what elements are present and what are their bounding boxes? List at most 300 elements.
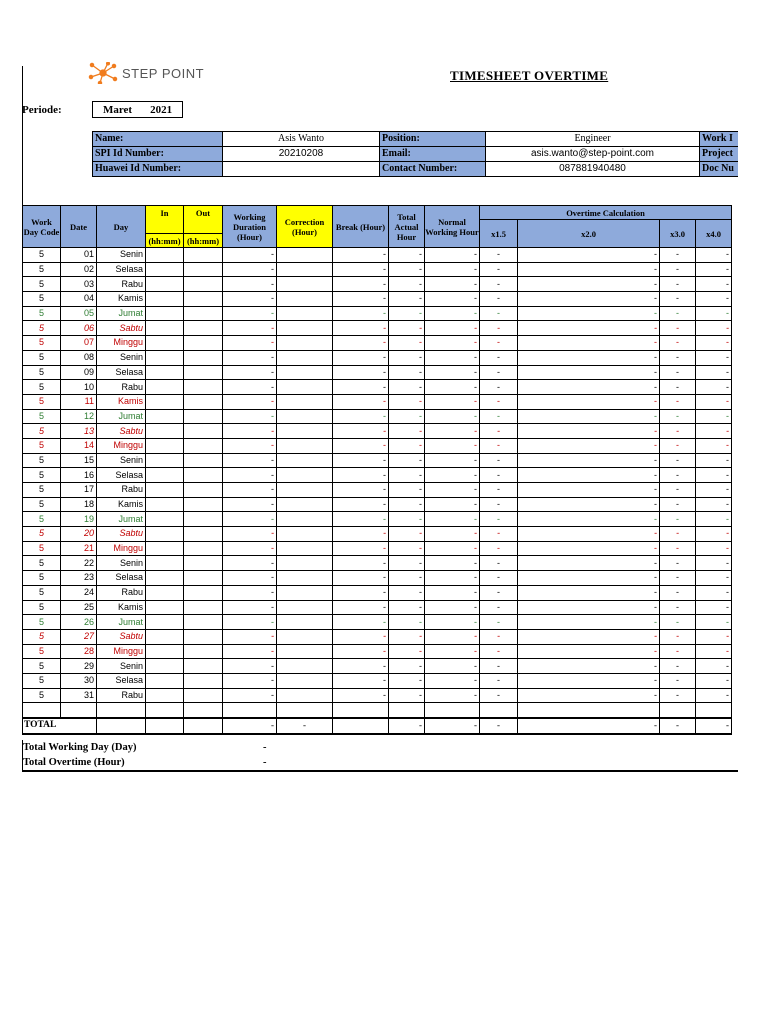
table-row — [23, 380, 732, 395]
total-x3-0: - — [660, 718, 696, 734]
cell-working-duration: - — [223, 350, 277, 365]
cell-x1-5: - — [480, 673, 518, 688]
cell-break[interactable]: - — [333, 277, 389, 292]
cell-x3-0: - — [660, 394, 696, 409]
cell-correction[interactable] — [277, 571, 333, 586]
cell-date: 24 — [61, 585, 97, 600]
cell-x2-0: - — [518, 380, 660, 395]
cell-out[interactable] — [184, 424, 223, 439]
cell-day: Minggu — [97, 644, 146, 659]
cell-x4-0: - — [696, 262, 732, 277]
cell-work-day-code: 5 — [23, 571, 61, 586]
cell-x2-0: - — [518, 321, 660, 336]
cell-out[interactable] — [184, 453, 223, 468]
cell-break[interactable]: - — [333, 615, 389, 630]
cell-break[interactable]: - — [333, 394, 389, 409]
cell-in[interactable] — [146, 585, 184, 600]
cell-out[interactable] — [184, 321, 223, 336]
cell-break[interactable]: - — [333, 306, 389, 321]
cell-working-duration: - — [223, 292, 277, 307]
cell-working-duration: - — [223, 409, 277, 424]
cell-in[interactable] — [146, 644, 184, 659]
cell-normal-working: - — [425, 571, 480, 586]
cell-out[interactable] — [184, 556, 223, 571]
cell-out[interactable] — [184, 262, 223, 277]
cell-in[interactable] — [146, 262, 184, 277]
cell-normal-working: - — [425, 394, 480, 409]
header-working-duration: Working Duration (Hour) — [223, 206, 277, 248]
table-row — [23, 277, 732, 292]
cell-in[interactable] — [146, 659, 184, 674]
cell-out[interactable] — [184, 394, 223, 409]
table-row — [23, 292, 732, 307]
cell-correction[interactable] — [277, 556, 333, 571]
cell-work-day-code: 5 — [23, 497, 61, 512]
cell-out[interactable] — [184, 336, 223, 351]
cell-correction[interactable] — [277, 306, 333, 321]
cell-x1-5: - — [480, 556, 518, 571]
cell-x1-5: - — [480, 644, 518, 659]
cell-date: 13 — [61, 424, 97, 439]
cell-in[interactable] — [146, 688, 184, 703]
cell-day: Senin — [97, 248, 146, 263]
cell-x1-5: - — [480, 380, 518, 395]
cell-work-day-code: 5 — [23, 673, 61, 688]
cell-x3-0: - — [660, 659, 696, 674]
cell-x2-0: - — [518, 615, 660, 630]
cell-normal-working: - — [425, 380, 480, 395]
total-normal: - — [425, 718, 480, 734]
cell-x4-0: - — [696, 585, 732, 600]
cell-day: Jumat — [97, 615, 146, 630]
cell-total-actual: - — [389, 468, 425, 483]
cell-x3-0: - — [660, 292, 696, 307]
cell-x4-0: - — [696, 556, 732, 571]
position-field[interactable]: Engineer — [486, 132, 700, 147]
cell-break[interactable]: - — [333, 365, 389, 380]
cell-break[interactable]: - — [333, 424, 389, 439]
cell-in[interactable] — [146, 438, 184, 453]
cell-break[interactable]: - — [333, 380, 389, 395]
cell-break[interactable]: - — [333, 688, 389, 703]
cell-x1-5: - — [480, 585, 518, 600]
periode-field[interactable] — [92, 101, 183, 118]
cell-day: Sabtu — [97, 527, 146, 542]
cell-working-duration: - — [223, 483, 277, 498]
cell-x2-0: - — [518, 600, 660, 615]
cell-total-actual: - — [389, 409, 425, 424]
cell-break[interactable]: - — [333, 644, 389, 659]
cell-correction[interactable] — [277, 527, 333, 542]
table-row — [23, 556, 732, 571]
cell-day: Sabtu — [97, 321, 146, 336]
cell-in[interactable] — [146, 350, 184, 365]
cell-x1-5: - — [480, 248, 518, 263]
cell-break[interactable]: - — [333, 571, 389, 586]
cell-working-duration: - — [223, 527, 277, 542]
cell-out[interactable] — [184, 571, 223, 586]
cell-in[interactable] — [146, 409, 184, 424]
cell-out[interactable] — [184, 380, 223, 395]
cell-in[interactable] — [146, 453, 184, 468]
cell-in[interactable] — [146, 468, 184, 483]
cell-total-actual: - — [389, 292, 425, 307]
cell-working-duration: - — [223, 248, 277, 263]
cell-total-actual: - — [389, 659, 425, 674]
table-row — [23, 644, 732, 659]
cell-correction[interactable] — [277, 277, 333, 292]
header-break: Break (Hour) — [333, 206, 389, 248]
cell-x1-5: - — [480, 468, 518, 483]
cell-date: 07 — [61, 336, 97, 351]
cell-out[interactable] — [184, 292, 223, 307]
cell-x3-0: - — [660, 262, 696, 277]
cell-work-day-code: 5 — [23, 438, 61, 453]
cell-x4-0: - — [696, 394, 732, 409]
cell-out[interactable] — [184, 468, 223, 483]
cell-out[interactable] — [184, 585, 223, 600]
cell-break[interactable]: - — [333, 659, 389, 674]
cell-in[interactable] — [146, 673, 184, 688]
cell-correction[interactable] — [277, 688, 333, 703]
cell-day: Selasa — [97, 468, 146, 483]
cell-date: 14 — [61, 438, 97, 453]
cell-x4-0: - — [696, 306, 732, 321]
cell-out[interactable] — [184, 688, 223, 703]
cell-break[interactable]: - — [333, 248, 389, 263]
email-label: Email: — [380, 147, 486, 162]
cell-in[interactable] — [146, 600, 184, 615]
cell-working-duration: - — [223, 541, 277, 556]
cell-in[interactable] — [146, 615, 184, 630]
total-x4-0: - — [696, 718, 732, 734]
cell-x3-0: - — [660, 541, 696, 556]
cell-correction[interactable] — [277, 483, 333, 498]
header-day: Day — [97, 206, 146, 248]
cell-working-duration: - — [223, 336, 277, 351]
cell-x3-0: - — [660, 365, 696, 380]
cell-working-duration: - — [223, 306, 277, 321]
cell-correction[interactable] — [277, 321, 333, 336]
total-x2-0: - — [518, 718, 660, 734]
cell-correction[interactable] — [277, 512, 333, 527]
cell-out[interactable] — [184, 306, 223, 321]
cell-break[interactable]: - — [333, 541, 389, 556]
name-field[interactable]: Asis Wanto — [223, 132, 380, 147]
cell-x3-0: - — [660, 527, 696, 542]
email-field[interactable]: asis.wanto@step-point.com — [486, 147, 700, 162]
cell-x2-0: - — [518, 336, 660, 351]
table-row — [23, 248, 732, 263]
cell-date: 30 — [61, 673, 97, 688]
cell-in[interactable] — [146, 380, 184, 395]
table-row — [23, 262, 732, 277]
cell-x4-0: - — [696, 424, 732, 439]
cell-correction[interactable] — [277, 644, 333, 659]
cell-x2-0: - — [518, 497, 660, 512]
cell-work-day-code: 5 — [23, 629, 61, 644]
cell-total-actual: - — [389, 394, 425, 409]
cell-x2-0: - — [518, 365, 660, 380]
cell-correction[interactable] — [277, 248, 333, 263]
cell-out[interactable] — [184, 277, 223, 292]
cell-correction[interactable] — [277, 336, 333, 351]
cell-correction[interactable] — [277, 380, 333, 395]
cell-out[interactable] — [184, 512, 223, 527]
cell-correction[interactable] — [277, 262, 333, 277]
cell-break[interactable]: - — [333, 438, 389, 453]
cell-x3-0: - — [660, 468, 696, 483]
cell-x3-0: - — [660, 350, 696, 365]
cell-in[interactable] — [146, 527, 184, 542]
table-row — [23, 527, 732, 542]
header-correction: Correction (Hour) — [277, 206, 333, 248]
cell-correction[interactable] — [277, 585, 333, 600]
cell-x2-0: - — [518, 409, 660, 424]
cell-break[interactable]: - — [333, 673, 389, 688]
cell-date: 09 — [61, 365, 97, 380]
cell-x1-5: - — [480, 336, 518, 351]
cell-total-actual: - — [389, 424, 425, 439]
cell-x2-0: - — [518, 512, 660, 527]
cell-work-day-code: 5 — [23, 615, 61, 630]
cell-correction[interactable] — [277, 453, 333, 468]
cell-break[interactable]: - — [333, 292, 389, 307]
cell-in[interactable] — [146, 336, 184, 351]
cell-x1-5: - — [480, 409, 518, 424]
cell-correction[interactable] — [277, 541, 333, 556]
cell-correction[interactable] — [277, 409, 333, 424]
cell-total-actual: - — [389, 248, 425, 263]
cell-date: 17 — [61, 483, 97, 498]
cell-x3-0: - — [660, 673, 696, 688]
cell-day: Jumat — [97, 512, 146, 527]
cell-correction[interactable] — [277, 629, 333, 644]
cell-in[interactable] — [146, 321, 184, 336]
table-row — [23, 512, 732, 527]
cell-x3-0: - — [660, 321, 696, 336]
cell-total-actual: - — [389, 438, 425, 453]
cell-x1-5: - — [480, 292, 518, 307]
cell-x4-0: - — [696, 438, 732, 453]
cell-x2-0: - — [518, 453, 660, 468]
table-row — [23, 483, 732, 498]
cell-total-actual: - — [389, 336, 425, 351]
cell-break[interactable]: - — [333, 483, 389, 498]
cell-correction[interactable] — [277, 292, 333, 307]
table-row — [23, 571, 732, 586]
cell-working-duration: - — [223, 262, 277, 277]
cell-x3-0: - — [660, 483, 696, 498]
cell-in[interactable] — [146, 556, 184, 571]
table-row — [23, 350, 732, 365]
cell-x2-0: - — [518, 306, 660, 321]
cell-out[interactable] — [184, 365, 223, 380]
cell-normal-working: - — [425, 468, 480, 483]
cell-total-actual: - — [389, 541, 425, 556]
cell-out[interactable] — [184, 350, 223, 365]
cell-x2-0: - — [518, 277, 660, 292]
cell-out[interactable] — [184, 248, 223, 263]
cell-correction[interactable] — [277, 468, 333, 483]
header-x1-5: x1.5 — [480, 220, 518, 248]
cell-total-actual: - — [389, 306, 425, 321]
cell-correction[interactable] — [277, 350, 333, 365]
cell-x2-0: - — [518, 527, 660, 542]
cell-total-actual: - — [389, 629, 425, 644]
cell-day: Senin — [97, 350, 146, 365]
cell-work-day-code: 5 — [23, 365, 61, 380]
cell-out[interactable] — [184, 483, 223, 498]
cell-break[interactable]: - — [333, 629, 389, 644]
cell-break[interactable]: - — [333, 409, 389, 424]
cell-in[interactable] — [146, 277, 184, 292]
cell-break[interactable]: - — [333, 512, 389, 527]
cell-correction[interactable] — [277, 438, 333, 453]
spi-id-field[interactable]: 20210208 — [223, 147, 380, 162]
cell-x1-5: - — [480, 512, 518, 527]
cell-normal-working: - — [425, 365, 480, 380]
cell-in[interactable] — [146, 512, 184, 527]
cell-correction[interactable] — [277, 673, 333, 688]
cell-x1-5: - — [480, 571, 518, 586]
cell-break[interactable]: - — [333, 600, 389, 615]
cell-break[interactable]: - — [333, 262, 389, 277]
cell-x4-0: - — [696, 336, 732, 351]
cell-out[interactable] — [184, 409, 223, 424]
cell-out[interactable] — [184, 673, 223, 688]
cell-x1-5: - — [480, 600, 518, 615]
cell-out[interactable] — [184, 541, 223, 556]
cell-date: 16 — [61, 468, 97, 483]
cell-date: 11 — [61, 394, 97, 409]
cell-x2-0: - — [518, 468, 660, 483]
cell-in[interactable] — [146, 248, 184, 263]
cell-x2-0: - — [518, 438, 660, 453]
header-out-unit: (hh:mm) — [184, 234, 223, 248]
cell-break[interactable]: - — [333, 336, 389, 351]
cell-working-duration: - — [223, 585, 277, 600]
cell-normal-working: - — [425, 292, 480, 307]
cell-break[interactable]: - — [333, 468, 389, 483]
cell-total-actual: - — [389, 497, 425, 512]
cell-date: 15 — [61, 453, 97, 468]
cell-out[interactable] — [184, 615, 223, 630]
header-overtime-calculation: Overtime Calculation — [480, 206, 732, 220]
cell-total-actual: - — [389, 453, 425, 468]
cell-out[interactable] — [184, 659, 223, 674]
cell-x1-5: - — [480, 438, 518, 453]
cell-x3-0: - — [660, 248, 696, 263]
cell-date: 29 — [61, 659, 97, 674]
cell-in[interactable] — [146, 483, 184, 498]
huawei-id-field[interactable] — [223, 162, 380, 177]
cell-work-day-code: 5 — [23, 527, 61, 542]
cell-correction[interactable] — [277, 365, 333, 380]
cell-break[interactable]: - — [333, 527, 389, 542]
cell-normal-working: - — [425, 644, 480, 659]
cell-out[interactable] — [184, 497, 223, 512]
cell-correction[interactable] — [277, 424, 333, 439]
cell-x3-0: - — [660, 277, 696, 292]
cell-x3-0: - — [660, 644, 696, 659]
cell-break[interactable]: - — [333, 350, 389, 365]
cell-work-day-code: 5 — [23, 394, 61, 409]
cell-normal-working: - — [425, 424, 480, 439]
cell-out[interactable] — [184, 629, 223, 644]
cell-correction[interactable] — [277, 615, 333, 630]
cell-correction[interactable] — [277, 394, 333, 409]
cell-x3-0: - — [660, 336, 696, 351]
cell-x4-0: - — [696, 453, 732, 468]
cell-x3-0: - — [660, 438, 696, 453]
huawei-id-label: Huawei Id Number: — [93, 162, 223, 177]
cell-x1-5: - — [480, 659, 518, 674]
total-row — [23, 718, 732, 734]
cell-date: 05 — [61, 306, 97, 321]
cell-out[interactable] — [184, 600, 223, 615]
cell-correction[interactable] — [277, 600, 333, 615]
cell-correction[interactable] — [277, 659, 333, 674]
cell-x3-0: - — [660, 600, 696, 615]
cell-in[interactable] — [146, 292, 184, 307]
table-row — [23, 600, 732, 615]
cell-correction[interactable] — [277, 497, 333, 512]
cell-x3-0: - — [660, 512, 696, 527]
cell-normal-working: - — [425, 321, 480, 336]
name-label: Name: — [93, 132, 223, 147]
contact-field[interactable]: 087881940480 — [486, 162, 700, 177]
table-row — [23, 336, 732, 351]
cell-date: 25 — [61, 600, 97, 615]
cell-in[interactable] — [146, 541, 184, 556]
cell-break[interactable]: - — [333, 556, 389, 571]
cell-break[interactable]: - — [333, 453, 389, 468]
cell-break[interactable]: - — [333, 321, 389, 336]
cell-date: 06 — [61, 321, 97, 336]
cell-working-duration: - — [223, 512, 277, 527]
cell-working-duration: - — [223, 438, 277, 453]
cell-x2-0: - — [518, 262, 660, 277]
cell-break[interactable]: - — [333, 497, 389, 512]
cell-in[interactable] — [146, 424, 184, 439]
cell-in[interactable] — [146, 629, 184, 644]
cell-in[interactable] — [146, 394, 184, 409]
cell-x2-0: - — [518, 644, 660, 659]
cell-total-actual: - — [389, 365, 425, 380]
cell-out[interactable] — [184, 438, 223, 453]
cell-day: Minggu — [97, 438, 146, 453]
cell-in[interactable] — [146, 571, 184, 586]
table-row — [23, 659, 732, 674]
cell-out[interactable] — [184, 644, 223, 659]
cell-total-actual: - — [389, 688, 425, 703]
total-actual: - — [389, 718, 425, 734]
total-working-duration: - — [223, 718, 277, 734]
cell-x2-0: - — [518, 673, 660, 688]
cell-x4-0: - — [696, 527, 732, 542]
cell-in[interactable] — [146, 497, 184, 512]
cell-break[interactable]: - — [333, 585, 389, 600]
step-point-logo-icon — [88, 62, 118, 84]
cell-in[interactable] — [146, 306, 184, 321]
cell-out[interactable] — [184, 527, 223, 542]
work-label: Work I — [700, 132, 738, 147]
cell-x4-0: - — [696, 497, 732, 512]
position-label: Position: — [380, 132, 486, 147]
table-row — [23, 497, 732, 512]
cell-in[interactable] — [146, 365, 184, 380]
